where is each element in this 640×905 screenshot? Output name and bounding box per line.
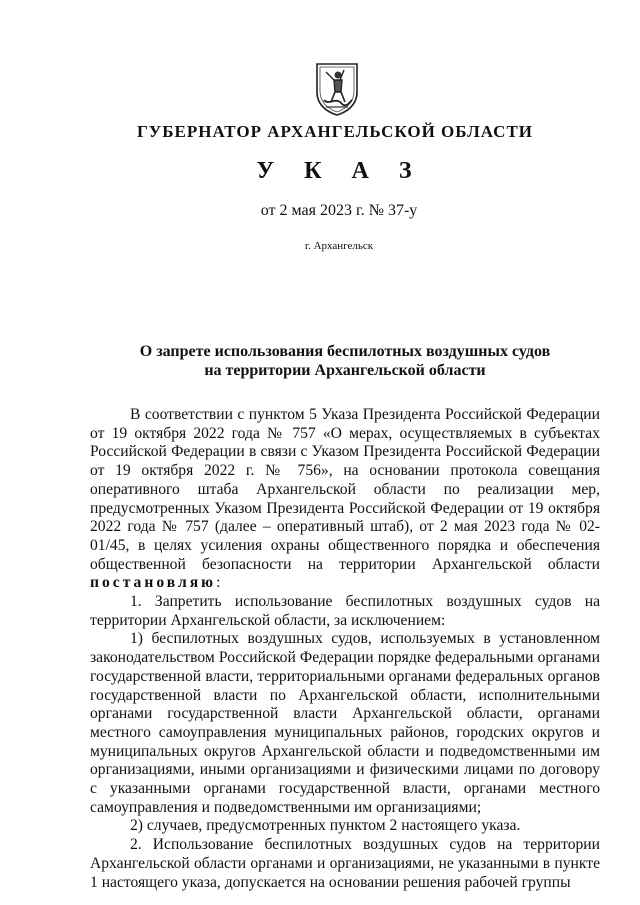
preamble-text: В соответствии с пунктом 5 Указа Президента Российской Федерации от 19 октября 2022 года № 757 «О мерах, осуществляемых в субъектах Российской Федерации в связи с Указом Президента Российской Федерации от 19 октября 2022 г. № 756», на основании протокола совещания оперативного штаба Архангельской области по реализации мер, предусмотренных Указом Президента Российской Федерации от 19 октября 2022 года № 757 (далее – оперативный штаб), от 2 мая 2023 года № 02-01/45, в целях усиления охраны общественного порядка и обеспечения общественной безопасности на территории Архангельской области bbox=[90, 406, 600, 573]
document-title bbox=[90, 342, 600, 380]
paragraph-item-2: 2. Использование беспилотных воздушных судов на территории Архангельской области органами и организациями, не указанными в пункте 1 настоящего указа, допускается на основании решения рабочей группы bbox=[90, 836, 600, 891]
paragraph-preamble bbox=[90, 406, 600, 593]
coat-of-arms-emblem-icon bbox=[314, 60, 360, 116]
document-body bbox=[90, 406, 600, 892]
paragraph-subitem-1: 1) беспилотных воздушных судов, используемых в установленном законодательством Российской Федерации порядке федеральными органами государственной власти, территориальными органами федеральных органов государственной власти по Архангельской области, исполнительными органами государственной власти Архангельской области, органами местного самоуправления муниципальных районов, городских округов и муниципальных округов Архангельской области и подведомственными им организациями, иными организациями и физическими лицами по договору с указанными органами государственной власти, органами местного самоуправления и подведомственными им организациями; bbox=[90, 630, 600, 816]
paragraph-subitem-2: 2) случаев, предусмотренных пунктом 2 настоящего указа. bbox=[130, 817, 521, 835]
place-of-issue: г. Архангельск bbox=[304, 240, 374, 252]
title-line-1: О запрете использования беспилотных воздушных судов bbox=[139, 343, 551, 360]
decree-keyword: постановляю bbox=[90, 574, 217, 592]
preamble-end: : bbox=[216, 574, 221, 592]
date-and-number: от 2 мая 2023 г. № 37-у bbox=[260, 202, 418, 219]
document-type: У К А З bbox=[256, 158, 424, 184]
title-line-2: на территории Архангельской области bbox=[204, 362, 486, 379]
issuing-authority: ГУБЕРНАТОР АРХАНГЕЛЬСКОЙ ОБЛАСТИ bbox=[136, 122, 534, 141]
paragraph-item-1: 1. Запретить использование беспилотных воздушных судов на территории Архангельской области, за исключением: bbox=[90, 593, 600, 629]
